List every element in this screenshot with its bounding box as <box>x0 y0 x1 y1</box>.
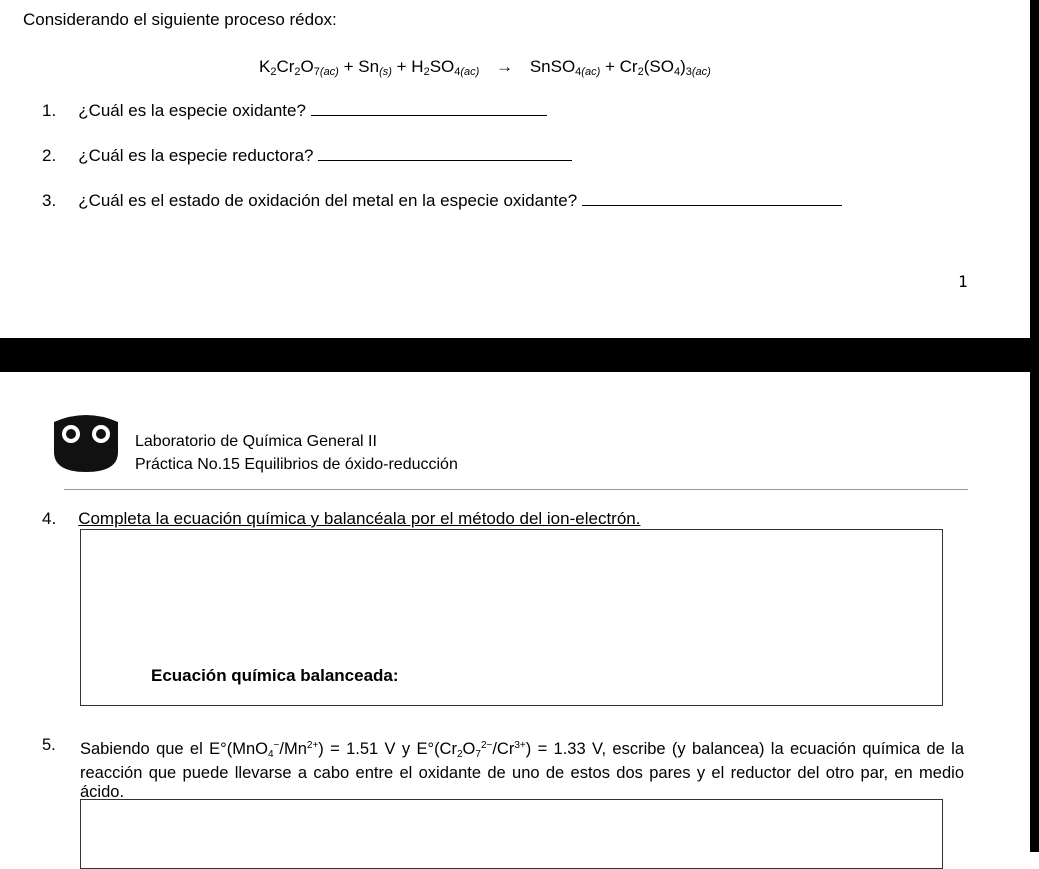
balanced-equation-label: Ecuación química balanceada: <box>151 666 399 685</box>
question-3: 3. ¿Cuál es el estado de oxidación del metal en la especie oxidante? <box>42 191 842 211</box>
page-border <box>1030 0 1039 852</box>
page-separator <box>0 338 1039 372</box>
answer-box-5[interactable] <box>80 799 943 869</box>
redox-equation: $K_2Cr_2O_{7(ac)} + Sn_{(s)} + H_2SO_{4(ac)}$ → SnSO$_{4(ac)}$ + $Cr_2(SO_4)_{3(ac)}$ <box>259 57 711 78</box>
reaction-arrow-icon: → <box>496 57 514 76</box>
page-one <box>0 0 1030 338</box>
answer-box-4[interactable] <box>80 529 943 706</box>
question-5-number: 5. <box>42 736 56 754</box>
owl-logo-icon <box>50 412 122 474</box>
question-2: 2. ¿Cuál es la especie reductora? <box>42 146 572 166</box>
question-1: 1. ¿Cuál es la especie oxidante? <box>42 101 547 121</box>
answer-blank-3[interactable] <box>582 191 842 206</box>
answer-blank-2[interactable] <box>318 146 572 161</box>
question-5-text: Sabiendo que el $E^\circ(MnO_4^-/Mn^{2+}) = 1.51$ V y $E^\circ(Cr_2O_7^{2-}/Cr^{3+}) = 1.33$ V, escribe (y balancea) la ecuación química de la reacción que puede llevarse a cabo entre el oxidante de uno de estos dos pares y el reductor del otro par, en medio ácido. <box>80 740 964 801</box>
header-lab-name: Laboratorio de Química General II <box>135 433 377 450</box>
answer-blank-1[interactable] <box>311 101 547 116</box>
intro-text: Considerando el siguiente proceso rédox: <box>23 10 337 29</box>
header-divider <box>64 489 968 490</box>
header-practice-title: Práctica No.15 Equilibrios de óxido-reducción <box>135 456 458 473</box>
question-4: 4. Completa la ecuación química y balancéala por el método del ion-electrón. <box>42 509 641 528</box>
page-number: 1 <box>958 272 968 291</box>
